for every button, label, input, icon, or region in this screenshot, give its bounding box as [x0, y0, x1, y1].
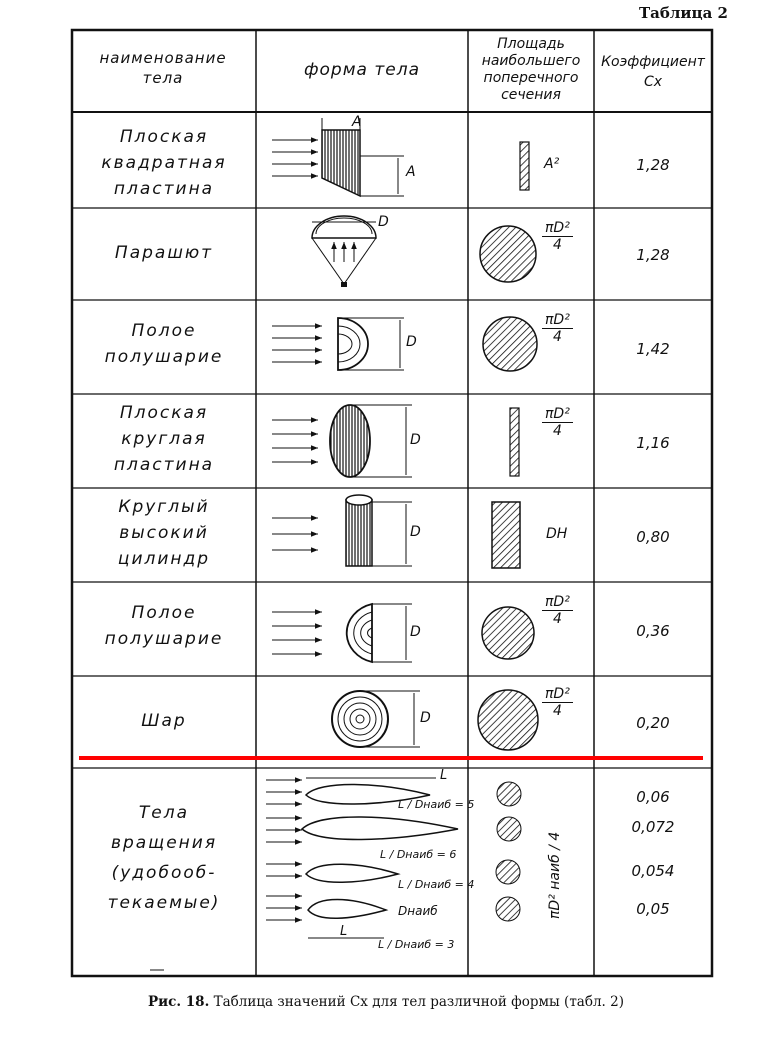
table-label: Таблица 2 — [638, 4, 728, 22]
row-name-4: Плоская круглая пластина — [113, 403, 215, 475]
dim-label-2: D — [378, 214, 389, 230]
coef-8c: 0,054 — [631, 862, 675, 880]
coef-6: 0,36 — [636, 622, 670, 640]
coef-1: 1,28 — [636, 156, 670, 174]
red-underline — [79, 756, 703, 760]
dim-label-3: D — [406, 334, 417, 350]
row-name-6: Полое полушарие — [104, 603, 224, 649]
dim-L-bottom: L — [340, 924, 348, 939]
dim-label-4: D — [410, 432, 421, 448]
ratio-1: L / Dнаиб = 5 — [398, 798, 475, 811]
coef-8b: 0,072 — [631, 818, 675, 836]
header-area: Площадь наибольшего поперечного сечения — [481, 36, 581, 103]
row-name-3: Полое полушарие — [104, 321, 224, 367]
dim-label-1: A — [406, 164, 416, 180]
dim-label-6: D — [410, 624, 421, 640]
coef-8a: 0,06 — [636, 788, 670, 806]
figure-caption: Рис. 18. Таблица значений Cx для тел различной формы (табл. 2) — [148, 994, 624, 1010]
dim-label-1b: A — [352, 114, 362, 130]
hollow-hemisphere-figure — [272, 318, 404, 370]
square-plate-figure — [272, 118, 404, 196]
row-name-5: Круглый высокий цилиндр — [117, 497, 211, 569]
row-name-7: Шар — [141, 711, 187, 731]
area-frac-3: $\frac{\text{πD²}}{4}$ — [542, 312, 573, 345]
convex-hemisphere-figure — [272, 604, 412, 662]
dim-label-5: D — [410, 524, 421, 540]
area-frac-4: $\frac{\text{πD²}}{4}$ — [542, 406, 573, 439]
dim-label-7: D — [420, 710, 431, 726]
coef-3: 1,42 — [636, 340, 670, 358]
coef-5: 0,80 — [636, 528, 670, 546]
area-frac-7: $\frac{\text{πD²}}{4}$ — [542, 686, 573, 719]
round-plate-figure — [272, 405, 412, 477]
header-shape: форма тела — [303, 60, 421, 80]
area-frac-6: $\frac{\text{πD²}}{4}$ — [542, 594, 573, 627]
ratio-4: L / Dнаиб = 3 — [378, 938, 455, 951]
area-frac-2: $\frac{\text{πD²}}{4}$ — [542, 220, 573, 253]
ratio-3: L / Dнаиб = 4 — [398, 878, 475, 891]
sphere-figure — [332, 691, 420, 747]
dim-D-last: Dнаиб — [398, 904, 438, 918]
header-coef: Коэффициент Cx — [601, 54, 705, 90]
coef-4: 1,16 — [636, 434, 670, 452]
cylinder-figure — [272, 495, 412, 566]
dim-L-top: L — [440, 768, 448, 783]
coef-7: 0,20 — [636, 714, 670, 732]
area-rotated: πD² наиб / 4 — [547, 831, 563, 919]
area-label-1: A² — [544, 156, 560, 172]
row-name-2: Парашют — [114, 243, 214, 263]
coef-2: 1,28 — [636, 246, 670, 264]
coef-8d: 0,05 — [636, 900, 670, 918]
area-label-5: DH — [546, 526, 568, 542]
row-name-1: Плоская квадратная пластина — [101, 127, 227, 199]
row-name-8: Тела вращения (удобооб- текаемые) — [107, 803, 221, 913]
ratio-2: L / Dнаиб = 6 — [380, 848, 457, 861]
parachute-figure — [312, 216, 376, 287]
header-name: наименование тела — [99, 49, 227, 87]
